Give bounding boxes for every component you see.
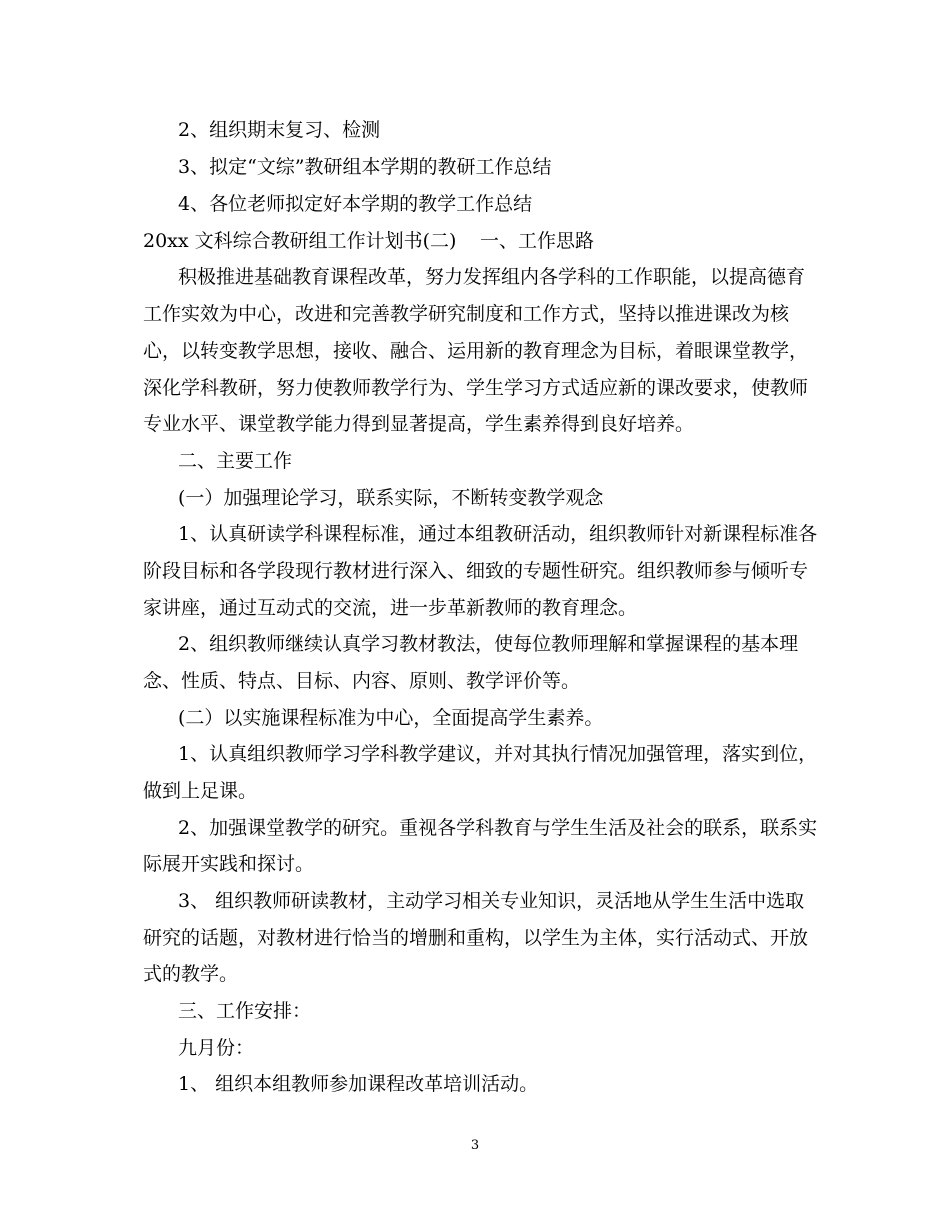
month-heading: 九月份： (178, 1037, 255, 1059)
paragraph-line: 做到上足课。 (143, 780, 258, 802)
subsection-heading: (一）加强理论学习，联系实际，不断转变教学观念 (178, 487, 604, 509)
paragraph-line: 积极推进基础教育课程改革，努力发挥组内各学科的工作职能，以提高德育 (178, 266, 806, 288)
paragraph-line: 专业水平、课堂教学能力得到显著提高，学生素养得到良好培养。 (143, 413, 695, 435)
section-title: 一、工作思路 (480, 230, 595, 252)
section-heading: 三、工作安排： (178, 1000, 312, 1022)
paragraph-line: 工作实效为中心，改进和完善教学研究制度和工作方式，坚持以推进课改为核 (143, 303, 790, 325)
paragraph-line: 家讲座，通过互动式的交流，进一步革新教师的教育理念。 (143, 597, 638, 619)
paragraph-line: 3、 组织教师研读教材，主动学习相关专业知识，灵活地从学生生活中选取 (178, 890, 805, 912)
paragraph-line: 1、认真组织教师学习学科教学建议，并对其执行情况加强管理，落实到位， (178, 743, 818, 765)
paragraph-line: 1、认真研读学科课程标准，通过本组教研活动，组织教师针对新课程标准各 (178, 523, 818, 545)
paragraph-line: 式的教学。 (143, 963, 239, 985)
paragraph-line: 深化学科教研，努力使教师教学行为、学生学习方式适应新的课改要求，使教师 (143, 377, 809, 399)
paragraph-line: 阶段目标和各学段现行教材进行深入、细致的专题性研究。组织教师参与倾听专 (143, 560, 809, 582)
list-item: 3、拟定“文综”教研组本学期的教研工作总结 (178, 156, 552, 178)
paragraph-line: 际展开实践和探讨。 (143, 853, 315, 875)
list-item: 2、组织期末复习、检测 (178, 119, 381, 141)
document-title: 20xx 文科综合教研组工作计划书(二) (143, 230, 457, 252)
subsection-heading: (二）以实施课程标准为中心，全面提高学生素养。 (178, 707, 604, 729)
page-number: 3 (470, 1138, 480, 1153)
list-item: 4、各位老师拟定好本学期的教学工作总结 (178, 193, 533, 215)
paragraph-line: 心，以转变教学思想，接收、融合、运用新的教育理念为目标，着眼课堂教学， (143, 340, 809, 362)
paragraph-line: 2、组织教师继续认真学习教材教法，使每位教师理解和掌握课程的基本理 (178, 633, 799, 655)
list-item: 1、 组织本组教师参加课程改革培训活动。 (178, 1073, 539, 1095)
paragraph-line: 研究的话题，对教材进行恰当的增删和重构，以学生为主体，实行活动式、开放 (143, 927, 809, 949)
paragraph-line: 念、性质、特点、目标、内容、原则、教学评价等。 (143, 670, 581, 692)
section-heading: 二、主要工作 (178, 450, 293, 472)
paragraph-line: 2、加强课堂教学的研究。重视各学科教育与学生生活及社会的联系，联系实 (178, 817, 818, 839)
